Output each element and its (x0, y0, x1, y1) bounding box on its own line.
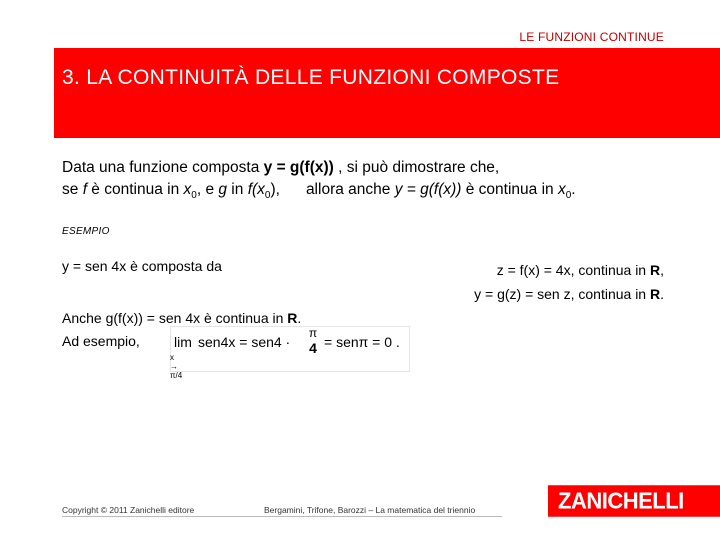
example-text: , (660, 262, 664, 278)
also-text: Anche g(f(x)) = sen 4x è continua in (62, 310, 288, 326)
intro-var: x (183, 181, 192, 198)
section-label: LE FUNZIONI CONTINUE (519, 30, 664, 44)
footer-authors: Bergamini, Trifone, Barozzi – La matematica del triennio (264, 505, 476, 515)
title-bar (54, 48, 720, 138)
formula-numerator: π (308, 326, 318, 340)
example-text: . (660, 286, 664, 302)
intro-text: Data una funzione composta (62, 159, 264, 176)
formula-expression: sen4x = sen4 · (198, 334, 291, 350)
intro-var: f(x (247, 181, 265, 198)
example-text: y = g(z) = sen z, continua in (474, 286, 650, 302)
example-right-line-2 (474, 282, 664, 306)
intro-text: . (571, 181, 576, 198)
intro-var: x (557, 181, 566, 198)
also-line-2: Ad esempio, (62, 333, 140, 349)
intro-sub: 0 (565, 190, 572, 202)
example-label: ESEMPIO (62, 226, 110, 237)
intro-text: è continua in (87, 181, 184, 198)
example-left: y = sen 4x è composta da (62, 258, 222, 274)
intro-text: , e (196, 181, 219, 198)
intro-sub: 0 (264, 190, 271, 202)
example-right-line-1 (474, 258, 664, 282)
intro-var: f (82, 181, 87, 198)
intro-text: è continua in (461, 181, 558, 198)
intro-line-2 (62, 179, 576, 207)
publisher-logo: ZANICHELLI (548, 485, 720, 517)
intro-formula: y = g(f(x)) (263, 159, 334, 176)
footer-copyright: Copyright © 2011 Zanichelli editore (62, 505, 195, 515)
intro-sub: 0 (191, 190, 197, 202)
intro-text: in (227, 181, 248, 198)
intro-line-1 (62, 157, 576, 179)
example-text: z = f(x) = 4x, continua in (496, 262, 650, 278)
intro-text: se (62, 181, 83, 198)
formula-limit-sub: x → π/4 (170, 353, 183, 380)
formula-fraction (306, 326, 320, 356)
slide-title: 3. LA CONTINUITÀ DELLE FUNZIONI COMPOSTE (62, 66, 560, 89)
set-R: R (649, 262, 661, 278)
intro-var: g (218, 181, 227, 198)
also-text: . (297, 310, 302, 326)
intro-text: allora anche (305, 181, 395, 198)
intro-paragraph (62, 157, 576, 207)
set-R: R (287, 310, 298, 326)
formula-result: = senπ = 0 . (324, 334, 400, 350)
set-R: R (649, 286, 661, 302)
intro-var: y = g(f(x)) (394, 181, 462, 198)
footer-divider (62, 516, 502, 517)
intro-text: , si può dimostrare che, (333, 159, 500, 176)
intro-text: ), (270, 181, 280, 198)
example-right (474, 258, 664, 306)
formula-denominator: 4 (309, 340, 317, 356)
formula-lim: lim (174, 334, 192, 350)
